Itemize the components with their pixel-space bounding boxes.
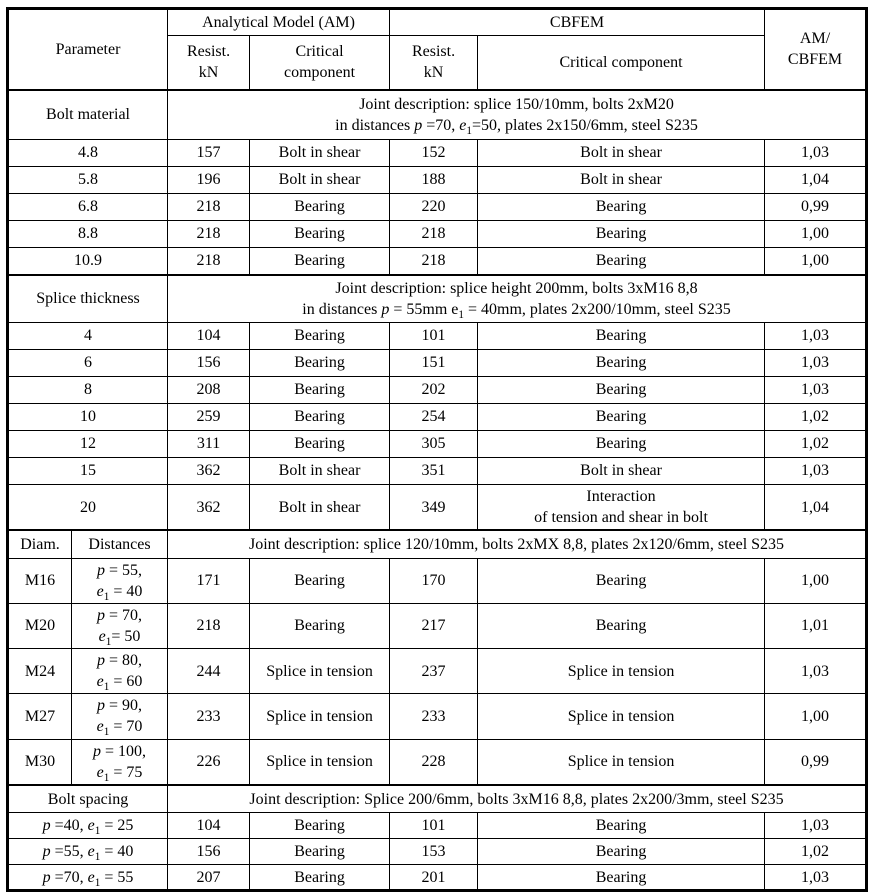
cell-bolt-diameter: M20 (8, 603, 72, 648)
header-diam: Diam. (8, 530, 72, 558)
cell-cbfem-resistance: 188 (390, 167, 478, 194)
cell-am-cbfem-ratio: 1,01 (765, 603, 867, 648)
cell-am-cbfem-ratio: 0,99 (765, 194, 867, 221)
cell-cbfem-resistance: 237 (390, 649, 478, 694)
cell-cbfem-resistance: 218 (390, 221, 478, 248)
cell-am-cbfem-ratio: 1,02 (765, 404, 867, 431)
table-row (8, 194, 867, 221)
table-row (8, 739, 867, 785)
cell-parameter: 8 (8, 377, 168, 404)
header-distances: Distances (72, 530, 168, 558)
cell-am-cbfem-ratio: 1,03 (765, 649, 867, 694)
cell-parameter: 4.8 (8, 140, 168, 167)
table-row (8, 839, 867, 865)
cell-am-cbfem-ratio: 1,03 (765, 323, 867, 350)
cell-am-critical-component: Bearing (250, 865, 390, 891)
header-ratio-line2: CBFEM (787, 51, 843, 69)
cell-cbfem-resistance: 202 (390, 377, 478, 404)
cell-cbfem-critical-component: Bearing (478, 323, 765, 350)
table-row (8, 404, 867, 431)
cell-am-critical-component: Bearing (250, 221, 390, 248)
cell-am-critical-component: Bearing (250, 323, 390, 350)
cell-am-resistance: 104 (168, 813, 250, 839)
cell-am-resistance: 362 (168, 485, 250, 531)
table-row (8, 458, 867, 485)
cell-am-cbfem-ratio: 1,03 (765, 377, 867, 404)
cell-am-resistance: 196 (168, 167, 250, 194)
cell-am-cbfem-ratio: 1,03 (765, 458, 867, 485)
cell-am-resistance: 157 (168, 140, 250, 167)
cell-am-critical-component: Bolt in shear (250, 140, 390, 167)
cell-cbfem-resistance: 218 (390, 248, 478, 275)
cell-cbfem-critical-component: Bolt in shear (478, 140, 765, 167)
cell-am-cbfem-ratio: 1,03 (765, 350, 867, 377)
table-row (8, 694, 867, 739)
cell-parameter: 10 (8, 404, 168, 431)
table-row (8, 323, 867, 350)
cell-am-cbfem-ratio: 1,00 (765, 558, 867, 603)
cell-cbfem-critical-component: Bearing (478, 350, 765, 377)
cell-cbfem-resistance: 233 (390, 694, 478, 739)
cell-am-resistance: 259 (168, 404, 250, 431)
cell-am-cbfem-ratio: 1,03 (765, 865, 867, 891)
cell-am-resistance: 218 (168, 248, 250, 275)
table-row (8, 377, 867, 404)
cell-am-critical-component: Bolt in shear (250, 485, 390, 531)
cell-parameter: 4 (8, 323, 168, 350)
cell-am-cbfem-ratio: 0,99 (765, 739, 867, 785)
cell-am-resistance: 226 (168, 739, 250, 785)
cell-cbfem-critical-component: Bearing (478, 603, 765, 648)
cell-am-cbfem-ratio: 1,00 (765, 221, 867, 248)
cell-cbfem-critical-component: Bearing (478, 221, 765, 248)
cell-am-resistance: 218 (168, 603, 250, 648)
cell-am-critical-component: Bearing (250, 404, 390, 431)
table-row (8, 865, 867, 891)
cell-cbfem-critical-component: Bearing (478, 194, 765, 221)
table-row (8, 350, 867, 377)
cell-parameter: 8.8 (8, 221, 168, 248)
table-row (8, 603, 867, 648)
cell-am-critical-component: Bearing (250, 813, 390, 839)
cell-parameter: p =70, $e_1 = 55$ (8, 865, 168, 891)
joint-description: Joint description: Splice 200/6mm, bolts 3xM16 8,8, plates 2x200/3mm, steel S235 (168, 785, 867, 813)
cell-am-resistance: 156 (168, 839, 250, 865)
cell-cbfem-critical-component: Bearing (478, 377, 765, 404)
cell-cbfem-resistance: 153 (390, 839, 478, 865)
cell-am-cbfem-ratio: 1,04 (765, 485, 867, 531)
cell-am-critical-component: Bearing (250, 603, 390, 648)
cell-parameter: 6.8 (8, 194, 168, 221)
cell-cbfem-critical-component: Bearing (478, 558, 765, 603)
header-am-resist: Resist. kN (168, 36, 250, 90)
cell-bolt-diameter: M16 (8, 558, 72, 603)
cell-bolt-distances: p = 55, $e_1 = 40$ (72, 558, 168, 603)
table-row (8, 485, 867, 531)
header-cbfem-critical: Critical component (478, 36, 765, 90)
cell-parameter: 6 (8, 350, 168, 377)
cell-parameter: 12 (8, 431, 168, 458)
header-am-group: Analytical Model (AM) (168, 9, 390, 36)
cell-cbfem-resistance: 170 (390, 558, 478, 603)
cell-am-critical-component: Splice in tension (250, 649, 390, 694)
cell-cbfem-critical-component: Interaction of tension and shear in bolt (478, 485, 765, 531)
cell-am-critical-component: Bolt in shear (250, 167, 390, 194)
cell-bolt-distances: p = 100, $e_1 = 75$ (72, 739, 168, 785)
header-row-groups (8, 9, 867, 36)
header-cbfem-resist: Resist. kN (390, 36, 478, 90)
cell-bolt-diameter: M27 (8, 694, 72, 739)
cell-am-resistance: 362 (168, 458, 250, 485)
cell-am-resistance: 233 (168, 694, 250, 739)
cell-cbfem-critical-component: Bolt in shear (478, 167, 765, 194)
cell-cbfem-critical-component: Bolt in shear (478, 458, 765, 485)
cell-bolt-diameter: M24 (8, 649, 72, 694)
table-row (8, 140, 867, 167)
cell-cbfem-resistance: 351 (390, 458, 478, 485)
cell-bolt-distances: p = 80, $e_1 = 60$ (72, 649, 168, 694)
cell-parameter: 20 (8, 485, 168, 531)
joint-description: Joint description: splice 120/10mm, bolts 2xMX 8,8, plates 2x120/6mm, steel S235 (168, 530, 867, 558)
cell-cbfem-critical-component: Bearing (478, 248, 765, 275)
cell-cbfem-critical-component: Splice in tension (478, 694, 765, 739)
cell-am-cbfem-ratio: 1,03 (765, 813, 867, 839)
cell-am-critical-component: Bearing (250, 248, 390, 275)
cell-cbfem-resistance: 101 (390, 813, 478, 839)
cell-am-resistance: 218 (168, 221, 250, 248)
cell-cbfem-resistance: 217 (390, 603, 478, 648)
cell-am-cbfem-ratio: 1,02 (765, 839, 867, 865)
table-row (8, 248, 867, 275)
cell-cbfem-resistance: 220 (390, 194, 478, 221)
cell-cbfem-critical-component: Bearing (478, 813, 765, 839)
cell-cbfem-resistance: 305 (390, 431, 478, 458)
section-label: Bolt spacing (8, 785, 168, 813)
section-header-bolt-diameter (8, 530, 867, 558)
cell-cbfem-critical-component: Bearing (478, 865, 765, 891)
cell-am-critical-component: Bearing (250, 431, 390, 458)
cell-am-cbfem-ratio: 1,00 (765, 248, 867, 275)
cell-am-cbfem-ratio: 1,00 (765, 694, 867, 739)
cell-cbfem-critical-component: Bearing (478, 404, 765, 431)
cell-am-critical-component: Bearing (250, 350, 390, 377)
cell-cbfem-resistance: 254 (390, 404, 478, 431)
cell-cbfem-resistance: 101 (390, 323, 478, 350)
cell-am-cbfem-ratio: 1,02 (765, 431, 867, 458)
cell-am-critical-component: Bolt in shear (250, 458, 390, 485)
cell-parameter: p =40, $e_1 = 25$ (8, 813, 168, 839)
cell-parameter: 10.9 (8, 248, 168, 275)
header-am-critical: Critical component (250, 36, 390, 90)
cell-am-resistance: 311 (168, 431, 250, 458)
cell-am-critical-component: Bearing (250, 558, 390, 603)
cell-bolt-distances: p = 90, $e_1 = 70$ (72, 694, 168, 739)
cell-am-resistance: 171 (168, 558, 250, 603)
table-row (8, 167, 867, 194)
cell-am-cbfem-ratio: 1,03 (765, 140, 867, 167)
cell-am-resistance: 218 (168, 194, 250, 221)
header-am-cbfem-ratio (765, 9, 867, 90)
cell-cbfem-critical-component: Splice in tension (478, 739, 765, 785)
table-row (8, 431, 867, 458)
cell-bolt-distances: p = 70, $e_1= 50$ (72, 603, 168, 648)
section-header-bolt-material (8, 90, 867, 140)
table-row (8, 221, 867, 248)
cell-cbfem-resistance: 151 (390, 350, 478, 377)
cell-am-resistance: 104 (168, 323, 250, 350)
section-header-bolt-spacing (8, 785, 867, 813)
cell-am-critical-component: Splice in tension (250, 739, 390, 785)
section-header-splice-thickness (8, 275, 867, 323)
header-cbfem-group: CBFEM (390, 9, 765, 36)
joint-description: Joint description: splice height 200mm, bolts 3xM16 8,8 in distances p = 55mm $e_1 = 40mm$, plates 2x200/10mm, steel S235 (168, 275, 867, 323)
header-ratio-line1: AM/ (799, 30, 831, 48)
cell-parameter: 15 (8, 458, 168, 485)
table-row (8, 558, 867, 603)
joint-description: Joint description: splice 150/10mm, bolts 2xM20 in distances p =70, $e_1=50$, plates 2x150/6mm, steel S235 (168, 90, 867, 140)
cell-am-resistance: 207 (168, 865, 250, 891)
am-cbfem-comparison-table (6, 7, 868, 892)
cell-am-critical-component: Bearing (250, 377, 390, 404)
cell-cbfem-resistance: 228 (390, 739, 478, 785)
cell-parameter: 5.8 (8, 167, 168, 194)
cell-am-critical-component: Bearing (250, 839, 390, 865)
cell-bolt-diameter: M30 (8, 739, 72, 785)
section-label: Bolt material (8, 90, 168, 140)
table-row (8, 649, 867, 694)
cell-cbfem-critical-component: Splice in tension (478, 649, 765, 694)
cell-cbfem-resistance: 152 (390, 140, 478, 167)
cell-cbfem-resistance: 349 (390, 485, 478, 531)
section-label: Splice thickness (8, 275, 168, 323)
cell-cbfem-critical-component: Bearing (478, 431, 765, 458)
cell-parameter: p =55, $e_1 = 40$ (8, 839, 168, 865)
cell-am-cbfem-ratio: 1,04 (765, 167, 867, 194)
header-parameter: Parameter (8, 9, 168, 90)
cell-am-resistance: 156 (168, 350, 250, 377)
table-row (8, 813, 867, 839)
cell-am-critical-component: Splice in tension (250, 694, 390, 739)
cell-cbfem-critical-component: Bearing (478, 839, 765, 865)
cell-cbfem-resistance: 201 (390, 865, 478, 891)
cell-am-critical-component: Bearing (250, 194, 390, 221)
cell-am-resistance: 244 (168, 649, 250, 694)
cell-am-resistance: 208 (168, 377, 250, 404)
